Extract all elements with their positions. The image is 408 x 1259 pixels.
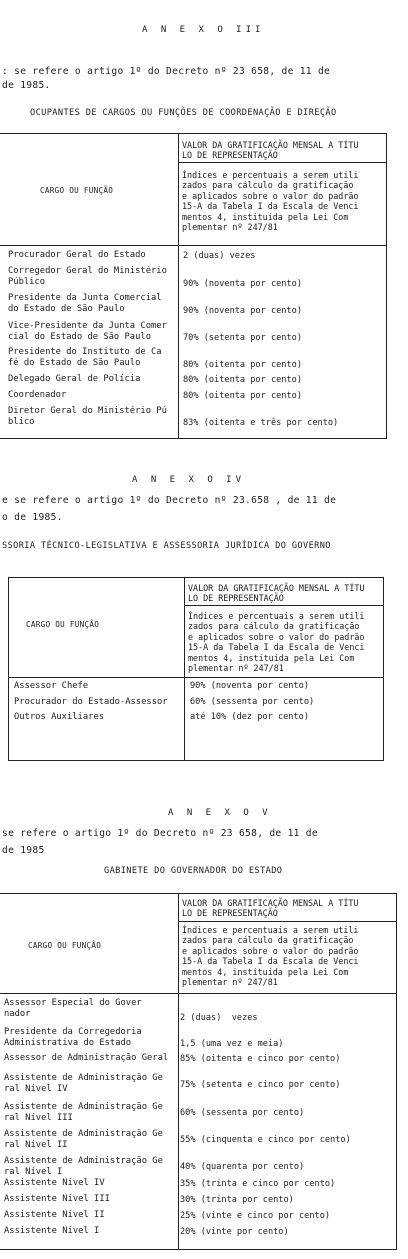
row-cargo: Assistente de Administração Ge ral Nível I: [4, 1156, 163, 1177]
row-valor: 2 (duas) vezes: [183, 251, 256, 261]
row-cargo: Delegado Geral de Polícia: [8, 374, 141, 384]
annex4-reference-line-1: e se refere o artigo 1º do Decreto nº 23.658 , de 11 de: [2, 495, 337, 506]
annex3-col2-subheader: Índices e percentuais a serem utili zados para cálculo da gratificação e aplicados sobre o valor do padrão 15-A da Tabela I da Escala de Venci mentos 4, instituída pela Lei Com plementar nº 247/81: [182, 170, 359, 233]
annex3-reference-line-1: : se refere o artigo 1º do Decreto nº 23 658, de 11 de: [2, 66, 331, 77]
row-cargo: Assistente Nível III: [4, 1194, 110, 1204]
annex4-col1-header: CARGO OU FUNÇÃO: [26, 620, 100, 629]
row-valor: 35% (trinta e cinco por cento): [180, 1179, 336, 1189]
row-valor: 90% (noventa por cento): [190, 681, 309, 691]
row-valor: 80% (oitenta por cento): [183, 391, 302, 401]
annex3-title: A N E X O III: [142, 25, 265, 35]
row-cargo: Assessor Chefe: [14, 681, 89, 691]
row-valor: 1,5 (uma vez e meia): [180, 1039, 284, 1049]
row-cargo: Presidente da Junta Comercial do Estado de São Paulo: [8, 293, 162, 314]
row-cargo: Assessor de Administração Geral: [4, 1053, 169, 1063]
row-valor: 25% (vinte e cinco por cento): [180, 1211, 331, 1221]
row-valor: 55% (cinquenta e cinco por cento): [180, 1135, 351, 1145]
annex5-col2-header: VALOR DA GRATIFICAÇÃO MENSAL A TÍTU LO DE REPRESENTAÇÃO: [182, 898, 359, 919]
annex5-col1-header: CARGO OU FUNÇÃO: [28, 941, 102, 950]
row-valor: 80% (oitenta por cento): [183, 375, 302, 385]
row-valor: 20% (vinte por cento): [180, 1227, 289, 1237]
annex4-reference-line-2: o de 1985.: [2, 512, 63, 523]
row-cargo: Assistente Nível I: [4, 1226, 100, 1236]
row-cargo: Corregedor Geral do Ministério Público: [8, 266, 167, 287]
row-valor: 60% (sessenta por cento): [180, 1108, 305, 1118]
row-cargo: Assistente de Administração Ge ral Nível IV: [4, 1073, 163, 1094]
annex3-col2-header: VALOR DA GRATIFICAÇÃO MENSAL A TÍTU LO DE REPRESENTAÇÃO: [182, 140, 359, 161]
row-valor: 90% (noventa por cento): [183, 279, 302, 289]
row-cargo: Assessor Especial do Gover nador: [4, 998, 142, 1019]
row-cargo: Assistente Nível II: [4, 1210, 105, 1220]
annex5-col2-subheader: Índices e percentuais a serem utili zados para cálculo da gratificação e aplicados sobre o valor do padrão 15-A da Tabela I da Escala de Venci mentos 4, instituída pela Lei Com plementar nº 247/81: [182, 925, 359, 988]
row-valor: 90% (noventa por cento): [183, 306, 302, 316]
row-valor: 85% (oitenta e cinco por cento): [180, 1054, 341, 1064]
row-valor: 83% (oitenta e três por cento): [183, 418, 339, 428]
row-valor: 40% (quarenta por cento): [180, 1162, 305, 1172]
row-valor: 70% (setenta por cento): [183, 333, 302, 343]
row-cargo: Presidente da Corregedoria Administrativa do Estado: [4, 1027, 142, 1048]
row-valor: 60% (sessenta por cento): [190, 697, 315, 707]
row-valor: até 10% (dez por cento): [190, 712, 309, 722]
row-cargo: Assistente Nível IV: [4, 1178, 105, 1188]
row-valor: 75% (setenta e cinco por cento): [180, 1080, 341, 1090]
row-cargo: Assistente de Administração Ge ral Nível III: [4, 1102, 163, 1123]
row-valor: 80% (oitenta por cento): [183, 360, 302, 370]
row-cargo: Assistente de Administração Ge ral Nível II: [4, 1129, 163, 1150]
row-cargo: Procurador Geral do Estado: [8, 250, 146, 260]
row-cargo: Vice-Presidente da Junta Comer cial do Estado de São Paulo: [8, 321, 167, 342]
row-cargo: Presidente do Instituto de Ca fé do Estado de São Paulo: [8, 347, 162, 368]
annex5-reference-line-2: de 1985: [2, 845, 45, 856]
annex4-col2-header: VALOR DA GRATIFICAÇÃO MENSAL A TÍTU LO DE REPRESENTAÇÃO: [188, 583, 365, 604]
annex5-heading: GABINETE DO GOVERNADOR DO ESTADO: [104, 866, 283, 876]
annex3-col1-header: CARGO OU FUNÇÃO: [40, 186, 114, 195]
row-cargo: Diretor Geral do Ministério Pú blico: [8, 406, 167, 427]
annex4-col2-subheader: Índices e percentuais a serem utili zados para cálculo da gratificação e aplicados sobre o valor do padrão 15-A da Tabela I da Escala de Venci mentos 4, instituída pela Lei Com plementar nº 247/81: [188, 611, 365, 674]
row-cargo: Procurador do Estado-Assessor: [14, 697, 168, 707]
row-valor: 2 (duas) vezes: [180, 1013, 258, 1023]
row-cargo: Outros Auxiliares: [14, 712, 105, 722]
annex3-reference-line-2: de 1985.: [2, 80, 51, 91]
annex4-heading: SSORIA TÉCNICO-LEGISLATIVA E ASSESSORIA JURÍDICA DO GOVERNO: [2, 541, 331, 551]
annex5-reference-line-1: se refere o artigo 1º do Decreto nº 23 658, de 11 de: [2, 828, 318, 839]
row-cargo: Coordenador: [8, 390, 67, 400]
annex5-title: A N E X O V: [168, 808, 272, 818]
annex4-title: A N E X O IV: [132, 475, 246, 485]
annex3-heading: OCUPANTES DE CARGOS OU FUNÇÕES DE COORDENAÇÃO E DIREÇÃO: [30, 108, 337, 118]
row-valor: 30% (trinta por cento): [180, 1195, 294, 1205]
